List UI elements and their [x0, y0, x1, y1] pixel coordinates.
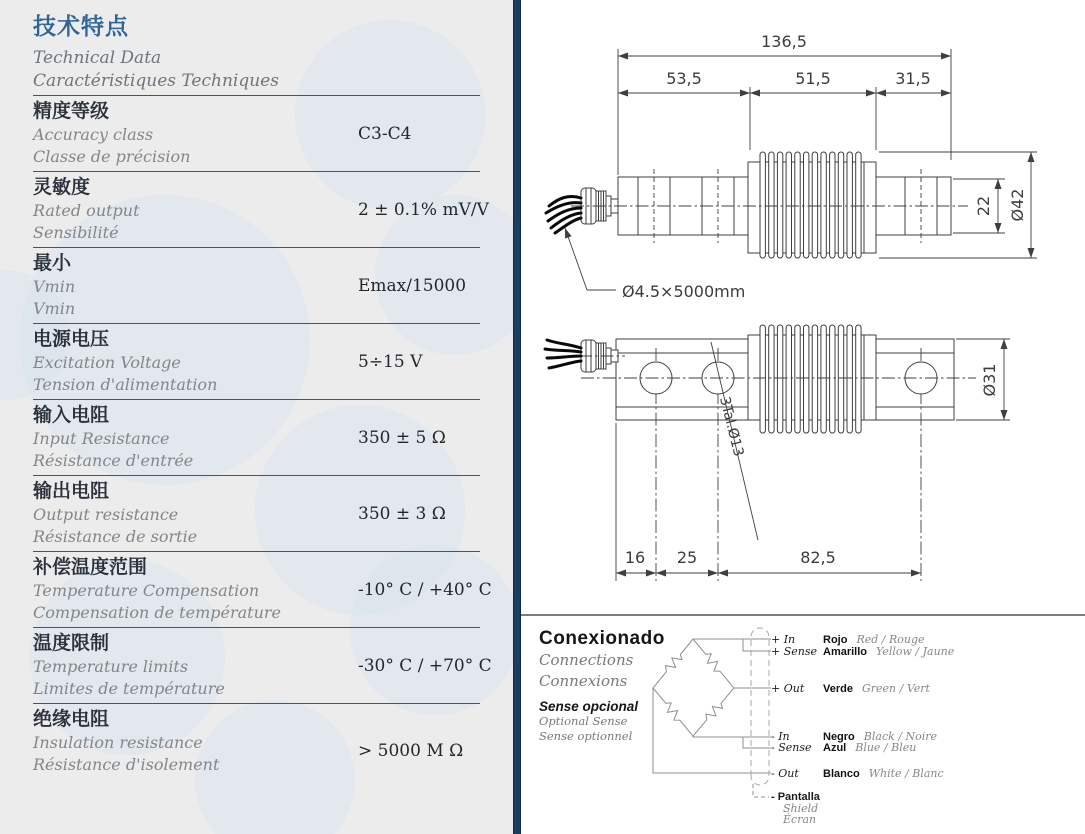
sense-optional-en: Optional Sense — [539, 714, 628, 728]
wire-row-plus-out — [771, 682, 930, 695]
dim-right-section: 31,5 — [895, 69, 931, 88]
spec-label-fr: Vmin — [33, 299, 76, 318]
holes-spec-label: 3Tal.Ø13 — [716, 395, 747, 459]
wire-color: Azul — [823, 742, 847, 754]
spec-row-temp-limits — [33, 627, 492, 703]
technical-drawings — [521, 0, 1085, 614]
spec-row-vmin — [33, 247, 480, 323]
connections-subtitle-fr: Connexions — [539, 672, 628, 690]
wire-signal: - In — [771, 730, 790, 743]
wire-translation: Green / Vert — [861, 682, 930, 695]
drawings-panel — [521, 0, 1085, 834]
spec-label-fr: Compensation de température — [33, 603, 281, 622]
spec-value: > 5000 M Ω — [358, 740, 464, 761]
spec-value: Emax/15000 — [358, 275, 467, 296]
cable-shield-capsule — [751, 628, 769, 785]
sense-optional-title: Sense opcional — [539, 699, 639, 714]
spec-label-zh: 输出电阻 — [33, 481, 110, 502]
cable-strands-top — [545, 340, 581, 368]
wire-signal: + Out — [771, 682, 805, 695]
spec-label-zh: 补偿温度范围 — [33, 557, 148, 578]
spec-label-zh: 温度限制 — [33, 633, 110, 654]
specs-panel — [0, 0, 513, 834]
wire-translation: Yellow / Jaune — [876, 645, 955, 658]
dim-hole-spacing: 25 — [676, 548, 698, 567]
vertical-divider — [513, 0, 521, 834]
spec-row-rated-output — [33, 171, 489, 247]
spec-value: 2 ± 0.1% mV/V — [358, 199, 489, 220]
spec-value: -30° C / +70° C — [358, 655, 492, 676]
wire-signal: - Sense — [771, 741, 812, 754]
wire-translation: Blue / Bleu — [855, 741, 917, 754]
section-divider — [521, 614, 1085, 616]
spec-label-fr: Résistance de sortie — [33, 527, 198, 546]
spec-table — [33, 95, 492, 797]
spec-label-fr: Résistance d'isolement — [33, 755, 220, 774]
bridge-resistors — [649, 636, 737, 740]
wire-color: Negro — [823, 731, 855, 743]
dim-body-height: 22 — [974, 195, 993, 217]
spec-value: 5÷15 V — [358, 351, 423, 372]
wire-signal: - Pantalla — [771, 791, 820, 803]
dim-left-section: 53,5 — [666, 69, 702, 88]
spec-row-input-resistance — [33, 399, 480, 475]
spec-label-zh: 绝缘电阻 — [33, 709, 110, 730]
wire-color: Verde — [823, 683, 853, 695]
spec-value: 350 ± 3 Ω — [358, 503, 446, 524]
spec-label-en: Rated output — [33, 201, 140, 220]
spec-label-fr: Classe de précision — [33, 147, 191, 166]
spec-row-insulation — [33, 703, 480, 797]
page-title-fr: Caractéristiques Techniques — [33, 71, 279, 91]
dim-overall-length: 136,5 — [761, 32, 807, 51]
spec-label-en: Temperature Compensation — [33, 581, 260, 600]
cable-size-label: Ø4.5×5000mm — [622, 282, 746, 301]
spec-value: 350 ± 5 Ω — [358, 427, 446, 448]
spec-label-en: Insulation resistance — [33, 733, 203, 752]
spec-label-zh: 精度等级 — [33, 101, 110, 122]
dim-hole-span: 82,5 — [800, 548, 836, 567]
spec-label-fr: Résistance d'entrée — [33, 451, 194, 470]
cable-strands-side — [546, 196, 581, 233]
connections-subtitle-en: Connections — [539, 651, 634, 669]
top-view-drawing — [545, 325, 1010, 581]
spec-row-output-resistance — [33, 475, 480, 551]
spec-label-zh: 灵敏度 — [33, 177, 91, 198]
page-title: 技术特点 — [33, 13, 129, 39]
wire-color: Blanco — [823, 768, 860, 780]
page-title-en: Technical Data — [33, 48, 162, 68]
wire-color: Rojo — [823, 634, 848, 646]
dim-body-diameter: Ø31 — [980, 363, 999, 397]
spec-label-en: Excitation Voltage — [33, 353, 181, 372]
title-block — [33, 8, 279, 93]
spec-label-fr: Tension d'alimentation — [33, 375, 218, 394]
wire-color: Amarillo — [823, 646, 868, 658]
wire-signal: + In — [771, 633, 796, 646]
shield-label-en: Shield — [783, 802, 819, 815]
spec-label-zh: 电源电压 — [33, 329, 110, 350]
spec-label-en: Accuracy class — [33, 125, 154, 144]
wire-row-minus-out — [771, 767, 944, 780]
spec-label-en: Temperature limits — [33, 657, 189, 676]
wire-signal: + Sense — [771, 645, 817, 658]
spec-label-fr: Limites de température — [33, 679, 225, 698]
dim-bellows-diameter: Ø42 — [1008, 188, 1027, 222]
dim-middle-section: 51,5 — [795, 69, 831, 88]
spec-label-en: Vmin — [33, 277, 76, 296]
spec-row-accuracy — [33, 95, 480, 171]
bellows-side — [748, 152, 876, 258]
spec-value: -10° C / +40° C — [358, 579, 492, 600]
side-view-drawing — [546, 32, 1037, 301]
wire-translation: White / Blanc — [868, 767, 944, 780]
spec-row-excitation — [33, 323, 480, 399]
wire-signal: - Out — [771, 767, 799, 780]
spec-label-fr: Sensibilité — [33, 223, 119, 242]
shield-label-fr: Écran — [783, 813, 817, 826]
wire-translation: Black / Noire — [863, 730, 937, 743]
dim-edge-to-hole: 16 — [624, 548, 646, 567]
bellows-top — [748, 325, 876, 433]
wire-translation: Red / Rouge — [856, 633, 925, 646]
spec-label-en: Input Resistance — [33, 429, 170, 448]
spec-label-zh: 输入电阻 — [33, 405, 110, 426]
spec-row-temp-compensation — [33, 551, 492, 627]
sense-optional-fr: Sense optionnel — [539, 729, 633, 743]
spec-label-zh: 最小 — [33, 253, 72, 274]
connections-title: Conexionado — [539, 628, 665, 649]
wire-row-minus-sense — [771, 741, 916, 754]
spec-label-en: Output resistance — [33, 505, 179, 524]
connections-section — [521, 618, 1085, 834]
wire-row-plus-sense — [771, 645, 954, 658]
spec-value: C3-C4 — [358, 123, 412, 144]
